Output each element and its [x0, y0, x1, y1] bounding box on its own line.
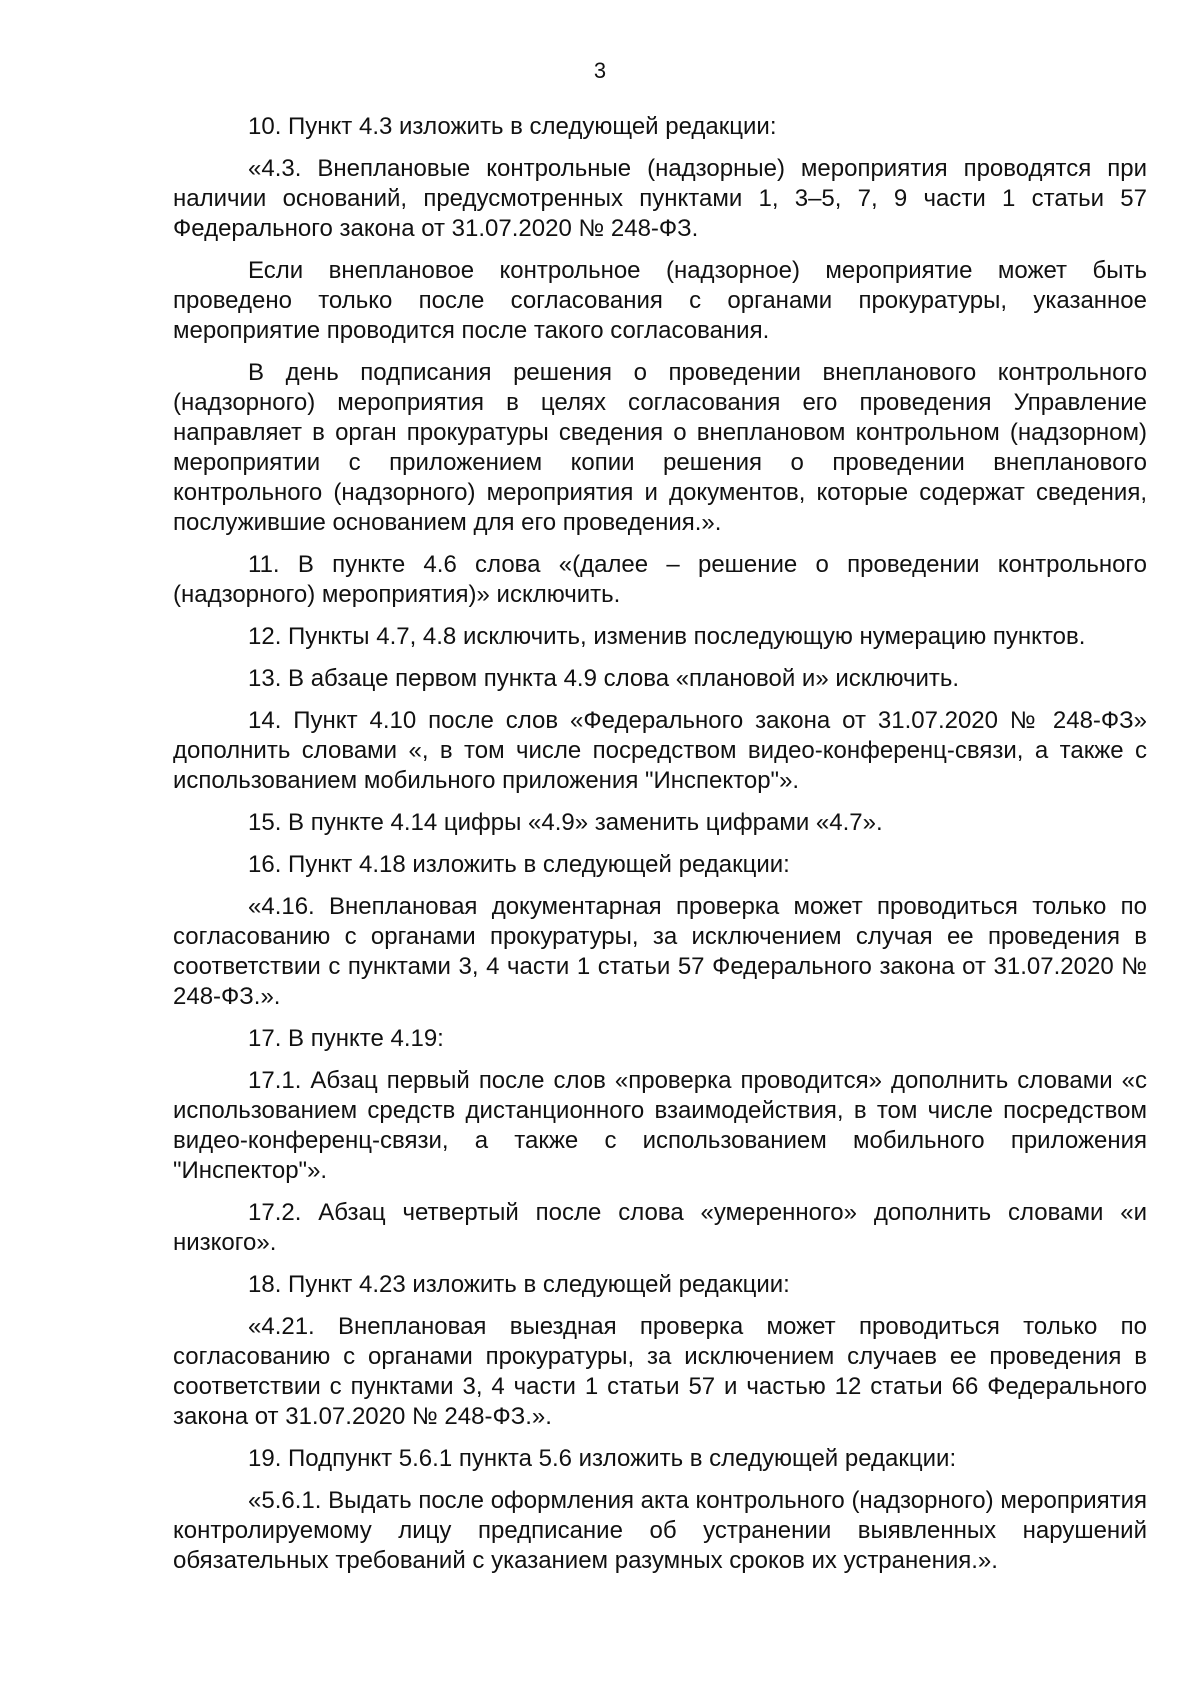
paragraph-15: 15. В пункте 4.14 цифры «4.9» заменить цифрами «4.7».: [248, 809, 883, 836]
paragraph-16-quote-4-16: «4.16. Внеплановая документарная проверка может проводиться только по согласованию с органами прокуратуры, за исключением случая ее проведения в соответствии с пунктами 3, 4 части 1 статьи 57 Федерального закона от 31.07.2020 № 248-ФЗ.».: [173, 893, 1147, 1010]
paragraph-19: 19. Подпункт 5.6.1 пункта 5.6 изложить в следующей редакции:: [248, 1445, 957, 1472]
paragraph-13: 13. В абзаце первом пункта 4.9 слова «плановой и» исключить.: [248, 665, 960, 692]
paragraph-17-1: 17.1. Абзац первый после слов «проверка проводится» дополнить словами «с использованием средств дистанционного взаимодействия, в том числе посредством видео-конференц-связи, а также с использованием мобильного приложения "Инспектор"».: [173, 1067, 1147, 1184]
paragraph-11: 11. В пункте 4.6 слова «(далее – решение о проведении контрольного (надзорного) мероприятия)» исключить.: [173, 551, 1147, 608]
paragraph-17: 17. В пункте 4.19:: [248, 1025, 444, 1052]
paragraph-16: 16. Пункт 4.18 изложить в следующей редакции:: [248, 851, 790, 878]
paragraph-18-quote-4-21: «4.21. Внеплановая выездная проверка может проводиться только по согласованию с органами прокуратуры, за исключением случаев ее проведения в соответствии с пунктами 3, 4 части 1 статьи 57 и частью 12 статьи 66 Федерального закона от 31.07.2020 № 248-ФЗ.».: [173, 1313, 1147, 1430]
paragraph-10-quote-cont-1: Если внеплановое контрольное (надзорное) мероприятие может быть проведено только после согласования с органами прокуратуры, указанное мероприятие проводится после такого согласования.: [173, 257, 1147, 344]
paragraph-18: 18. Пункт 4.23 изложить в следующей редакции:: [248, 1271, 790, 1298]
paragraph-10: 10. Пункт 4.3 изложить в следующей редакции:: [248, 113, 777, 140]
page-number: 3: [593, 58, 607, 83]
paragraph-10-quote-4-3: «4.3. Внеплановые контрольные (надзорные) мероприятия проводятся при наличии оснований, предусмотренных пунктами 1, 3–5, 7, 9 части 1 статьи 57 Федерального закона от 31.07.2020 № 248-ФЗ.: [173, 155, 1147, 242]
paragraph-14: 14. Пункт 4.10 после слов «Федерального закона от 31.07.2020 № 248-ФЗ» дополнить словами «, в том числе посредством видео-конференц-связи, а также с использованием мобильного приложения "Инспектор"».: [173, 707, 1147, 794]
paragraph-19-quote-5-6-1: «5.6.1. Выдать после оформления акта контрольного (надзорного) мероприятия контролируемому лицу предписание об устранении выявленных нарушений обязательных требований с указанием разумных сроков их устранения.».: [173, 1487, 1147, 1574]
paragraph-12: 12. Пункты 4.7, 4.8 исключить, изменив последующую нумерацию пунктов.: [248, 623, 1086, 650]
document-body: [173, 112, 1147, 1588]
paragraph-17-2: 17.2. Абзац четвертый после слова «умеренного» дополнить словами «и низкого».: [173, 1199, 1147, 1256]
paragraph-10-quote-cont-2: В день подписания решения о проведении внепланового контрольного (надзорного) мероприятия в целях согласования его проведения Управление направляет в орган прокуратуры сведения о внеплановом контрольном (надзорном) мероприятии с приложением копии решения о проведении внепланового контрольного (надзорного) мероприятия и документов, которые содержат сведения, послужившие основанием для его проведения.».: [173, 359, 1147, 536]
